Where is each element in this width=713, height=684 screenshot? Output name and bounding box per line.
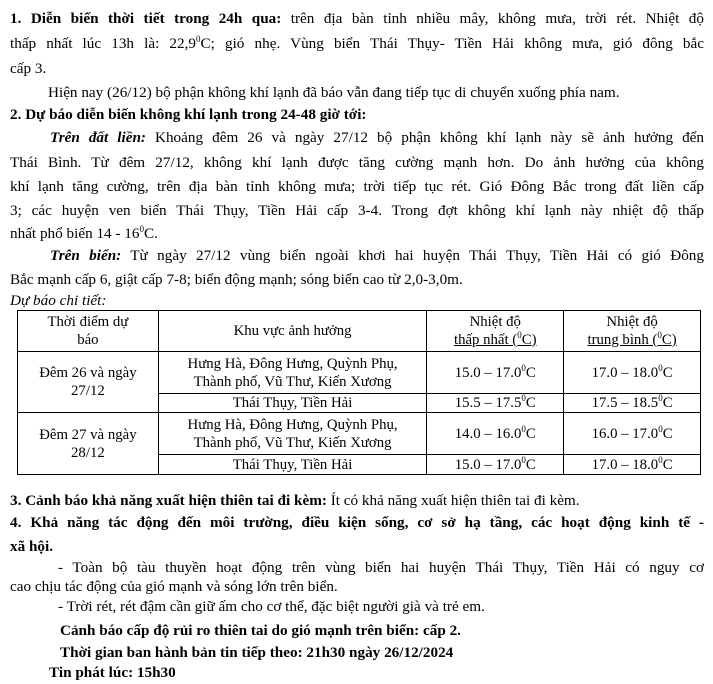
section1-line1: 1. Diễn biến thời tiết trong 24h qua: trên địa bàn tỉnh nhiều mây, không mưa, trời rét. Nhiệt độ (10, 10, 704, 27)
sea-label: Trên biển: (50, 247, 122, 264)
sea-line1: Trên biển: Từ ngày 27/12 vùng biển ngoài khơi hai huyện Thái Thụy, Tiền Hải có gió Đông (50, 247, 704, 264)
land-line2: Thái Bình. Từ đêm 27/12, không khí lạnh được tăng cường mạnh hơn. Do ảnh hưởng của không (10, 154, 704, 171)
impact-bullet-1: - Toàn bộ tàu thuyền hoạt động trên vùng biển hai huyện Thái Thụy, Tiền Hải có nguy cơ (58, 559, 704, 576)
header-area: Khu vực ảnh hưởng (158, 311, 427, 352)
area-cell: Hưng Hà, Đông Hưng, Quỳnh Phụ, Thành phố, Vũ Thư, Kiến Xương (158, 413, 427, 455)
avg-temp-cell: 16.0 – 17.0$^0$C (564, 413, 701, 455)
area-cell: Hưng Hà, Đông Hưng, Quỳnh Phụ, Thành phố, Vũ Thư, Kiến Xương (158, 352, 427, 394)
min-temp-cell: 14.0 – 16.0$^0$C (427, 413, 564, 455)
section1-line2: thấp nhất lúc 13h là: 22,9$^0$C; gió nhẹ. Vùng biển Thái Thụy- Tiền Hải không mưa, gió đông bắc (10, 34, 704, 52)
header-avg-temp: Nhiệt độ trung bình ($^0$C) (564, 311, 701, 352)
avg-temp-cell: 17.5 – 18.5$^0$C (564, 394, 701, 413)
table-row (18, 352, 701, 394)
time-cell: Đêm 26 và ngày 27/12 (18, 352, 159, 413)
detail-label: Dự báo chi tiết: (10, 292, 107, 309)
section4-title-line2: xã hội. (10, 538, 54, 555)
forecast-table (17, 310, 701, 475)
avg-temp-cell: 17.0 – 18.0$^0$C (564, 455, 701, 475)
section2-title: 2. Dự báo diễn biến không khí lạnh trong 24-48 giờ tới: (10, 106, 367, 123)
land-line5: nhất phổ biến $14 - 16^0C$. (10, 224, 158, 242)
sea-line2: Bắc mạnh cấp 6, giật cấp 7-8; biển động mạnh; sóng biển cao từ 2,0-3,0m. (10, 271, 463, 288)
area-cell: Thái Thụy, Tiền Hải (158, 455, 427, 475)
min-temp-cell: 15.0 – 17.0$^0$C (427, 352, 564, 394)
issued-time: Tin phát lúc: 15h30 (49, 664, 176, 681)
table-header-row (18, 311, 701, 352)
risk-warning: Cảnh báo cấp độ rủi ro thiên tai do gió mạnh trên biển: cấp 2. (60, 622, 461, 639)
table-row (18, 413, 701, 455)
next-bulletin-time: Thời gian ban hành bản tin tiếp theo: 21h30 ngày 26/12/2024 (60, 644, 454, 661)
land-line4: 3; các huyện ven biển Thái Thụy, Tiền Hải cấp 3-4. Trong đợt không khí lạnh này nhiệt độ thấp (10, 202, 704, 219)
land-line1: Trên đất liền: Khoảng đêm 26 và ngày 27/12 bộ phận không khí lạnh này sẽ ảnh hưởng đến (50, 129, 704, 146)
avg-temp-cell: 17.0 – 18.0$^0$C (564, 352, 701, 394)
header-min-temp: Nhiệt độ thấp nhất ($^0$C) (427, 311, 564, 352)
section4-title-line1: 4. Khả năng tác động đến môi trường, điều kiện sống, cơ sở hạ tầng, các hoạt động kinh tế - (10, 514, 704, 531)
min-temp-cell: 15.5 – 17.5$^0$C (427, 394, 564, 413)
section3-title: 3. Cảnh báo khả năng xuất hiện thiên tai đi kèm: (10, 492, 327, 509)
time-cell: Đêm 27 và ngày 28/12 (18, 413, 159, 475)
section1-line3: cấp 3. (10, 60, 47, 77)
impact-bullet-2: - Trời rét, rét đậm cần giữ ấm cho cơ thể, đặc biệt người già và trẻ em. (58, 598, 485, 615)
header-time: Thời điểm dự báo (18, 311, 159, 352)
impact-bullet-1-cont: cao chịu tác động của gió mạnh và sóng lớn trên biển. (10, 578, 338, 595)
land-label: Trên đất liền: (50, 129, 146, 146)
section1-current: Hiện nay (26/12) bộ phận không khí lạnh đã báo vẫn đang tiếp tục di chuyển xuống phía nam. (48, 84, 620, 101)
min-temp-cell: 15.0 – 17.0$^0$C (427, 455, 564, 475)
section1-title: 1. Diễn biến thời tiết trong 24h qua: (10, 10, 282, 27)
land-line3: khí lạnh tăng cường, trên địa bàn tỉnh không mưa; trời tiếp tục rét. Gió Đông Bắc trong đất liền cấp (10, 178, 704, 195)
section3: 3. Cảnh báo khả năng xuất hiện thiên tai đi kèm: Ít có khả năng xuất hiện thiên tai đi kèm. (10, 492, 580, 509)
area-cell: Thái Thụy, Tiền Hải (158, 394, 427, 413)
